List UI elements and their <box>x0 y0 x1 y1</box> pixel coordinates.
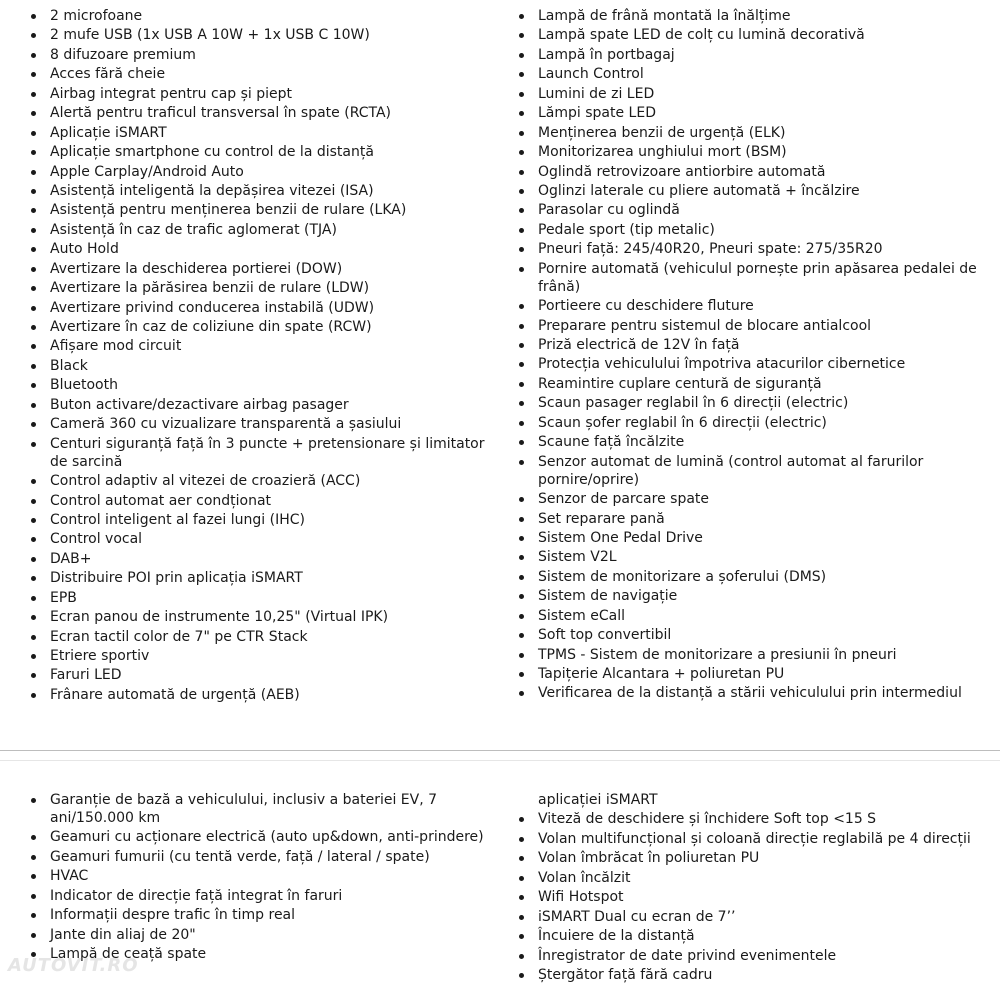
bullet-icon <box>519 460 524 465</box>
bullet-icon <box>31 325 36 330</box>
list-item <box>50 221 490 239</box>
feature-list-left <box>50 7 490 705</box>
list-item-label: Priză electrică de 12V în față <box>538 337 740 353</box>
list-item <box>538 414 978 432</box>
list-item-label: Control vocal <box>50 531 143 548</box>
list-item <box>538 869 978 887</box>
list-item-label: Sistem V2L <box>538 549 617 566</box>
list-item <box>50 589 490 607</box>
bullet-icon <box>519 555 524 560</box>
list-item-label: EPB <box>50 589 77 606</box>
list-item <box>50 926 490 944</box>
list-item-label: Asistență pentru menținerea benzii de rulare (LKA) <box>50 202 407 219</box>
bullet-icon <box>31 53 36 58</box>
list-item-label: Jante din aliaj de 20" <box>50 926 196 943</box>
list-item-label: Lămpi spate LED <box>538 105 656 122</box>
list-item-label: Sistem eCall <box>538 607 626 624</box>
list-item <box>50 85 490 103</box>
list-item <box>50 163 490 181</box>
list-item <box>50 791 490 827</box>
bullet-icon <box>519 856 524 861</box>
bullet-icon <box>31 422 36 427</box>
list-item-label: Avertizare la părăsirea benzii de rulare (LDW) <box>50 280 370 297</box>
list-item-label: Set reparare pană <box>538 510 665 527</box>
list-item-label: Asistență inteligentă la depășirea vitezei (ISA) <box>50 182 374 199</box>
list-item-label: 2 microfoane <box>50 8 143 24</box>
list-item-label: Lampă în portbagaj <box>538 46 675 63</box>
list-item <box>50 7 490 25</box>
bullet-icon <box>31 189 36 194</box>
list-item-label: Auto Hold <box>50 241 119 258</box>
list-item <box>50 318 490 336</box>
list-item <box>50 887 490 905</box>
list-item-label: Aplicație smartphone cu control de la distanță <box>50 144 374 161</box>
list-item <box>50 26 490 44</box>
list-item-label: Volan îmbrăcat în poliuretan PU <box>538 850 760 867</box>
bullet-icon <box>519 915 524 920</box>
bullet-icon <box>519 536 524 541</box>
bullet-icon <box>31 855 36 860</box>
list-item-label: Pedale sport (tip metalic) <box>538 221 715 238</box>
list-item-label: Portieere cu deschidere fluture <box>538 298 754 315</box>
bullet-icon <box>519 72 524 77</box>
bullet-icon <box>519 53 524 58</box>
list-item <box>538 201 978 219</box>
list-item <box>538 182 978 200</box>
list-item <box>538 908 978 926</box>
list-item <box>538 646 978 664</box>
list-item <box>538 143 978 161</box>
bullet-icon <box>31 479 36 484</box>
list-item <box>50 357 490 375</box>
bullet-icon <box>519 343 524 348</box>
list-item-label: Centuri siguranță față în 3 puncte + pretensionare și limitator de sarcină <box>50 435 485 470</box>
list-item-label: Senzor de parcare spate <box>538 491 710 508</box>
bullet-icon <box>519 633 524 638</box>
list-item-label: Distribuire POI prin aplicația iSMART <box>50 570 303 587</box>
bullet-icon <box>519 33 524 38</box>
list-item <box>538 510 978 528</box>
list-item-label: Buton activare/dezactivare airbag pasager <box>50 396 349 413</box>
list-item-label: Control inteligent al fazei lungi (IHC) <box>50 511 305 528</box>
list-item <box>50 376 490 394</box>
list-item-label: Cameră 360 cu vizualizare transparentă a șasiului <box>50 416 402 433</box>
list-item-label: iSMART Dual cu ecran de 7’’ <box>538 908 736 925</box>
bullet-icon <box>519 92 524 97</box>
list-item <box>538 46 978 64</box>
bullet-icon <box>31 798 36 803</box>
bullet-icon <box>31 247 36 252</box>
bullet-icon <box>31 364 36 369</box>
bullet-icon <box>519 208 524 213</box>
list-item-label: Scaun pasager reglabil în 6 direcții (electric) <box>538 395 849 412</box>
list-item <box>50 435 490 471</box>
list-item <box>50 608 490 626</box>
list-item-label: Menținerea benzii de urgență (ELK) <box>538 124 786 141</box>
list-item-label: Informații despre trafic în timp real <box>50 907 296 924</box>
list-item-label: Volan încălzit <box>538 869 631 886</box>
bullet-icon <box>31 874 36 879</box>
list-item-label: Control automat aer condționat <box>50 492 272 509</box>
list-item <box>538 317 978 335</box>
bullet-icon <box>31 635 36 640</box>
bullet-icon <box>519 575 524 580</box>
list-item <box>538 453 978 489</box>
list-item <box>50 279 490 297</box>
list-item <box>538 626 978 644</box>
list-item <box>50 530 490 548</box>
list-item <box>50 182 490 200</box>
bullet-icon <box>519 247 524 252</box>
list-item <box>50 647 490 665</box>
list-item <box>50 569 490 587</box>
bullet-icon <box>31 208 36 213</box>
bullet-icon <box>519 594 524 599</box>
list-item <box>50 472 490 490</box>
list-item-label: Viteză de deschidere și închidere Soft top <15 S <box>538 811 877 828</box>
features-panel-bottom <box>0 761 1000 989</box>
list-item-label: Sistem de navigație <box>538 588 678 605</box>
list-item <box>538 104 978 122</box>
bullet-icon <box>519 614 524 619</box>
list-item-label: Black <box>50 357 88 374</box>
list-item-label: Încuiere de la distanță <box>538 928 695 945</box>
feature-list-left <box>50 791 490 965</box>
bullet-icon <box>519 228 524 233</box>
list-item-label: Launch Control <box>538 66 644 83</box>
bullet-icon <box>31 306 36 311</box>
list-item <box>538 297 978 315</box>
list-item <box>50 337 490 355</box>
bullet-icon <box>31 383 36 388</box>
list-item-label: Înregistrator de date privind evenimentele <box>538 947 837 964</box>
bullet-icon <box>519 189 524 194</box>
list-item-label: Lampă de ceață spate <box>50 946 207 963</box>
bullet-icon <box>519 14 524 19</box>
list-item <box>538 529 978 547</box>
bullet-icon <box>31 913 36 918</box>
bullet-icon <box>519 362 524 367</box>
bullet-icon <box>519 954 524 959</box>
bullet-icon <box>519 131 524 136</box>
list-item-label: Sistem de monitorizare a șoferului (DMS) <box>538 568 827 585</box>
bullet-icon <box>31 576 36 581</box>
list-item <box>50 260 490 278</box>
list-item-label: Avertizare în caz de coliziune din spate (RCW) <box>50 319 372 335</box>
list-item <box>50 511 490 529</box>
list-item-label: Scaun șofer reglabil în 6 direcții (electric) <box>538 414 827 431</box>
list-item <box>538 336 978 354</box>
list-item-label: DAB+ <box>50 550 92 567</box>
list-item <box>50 201 490 219</box>
bullet-icon <box>519 895 524 900</box>
bullet-icon <box>31 615 36 620</box>
list-item <box>538 375 978 393</box>
list-item-label: Lumini de zi LED <box>538 85 655 102</box>
list-item <box>50 906 490 924</box>
bullet-icon <box>31 518 36 523</box>
list-item-label: Geamuri cu acționare electrică (auto up&down, anti-prindere) <box>50 829 484 846</box>
bullet-icon <box>519 973 524 978</box>
bullet-icon <box>519 691 524 696</box>
list-item-label: Volan multifuncțional și coloană direcție reglabilă pe 4 direcții <box>538 830 971 847</box>
bullet-icon <box>519 876 524 881</box>
bullet-icon <box>519 170 524 175</box>
list-item <box>538 548 978 566</box>
list-item <box>538 26 978 44</box>
list-item <box>50 628 490 646</box>
list-item-label: Pneuri față: 245/40R20, Pneuri spate: 275/35R20 <box>538 241 883 258</box>
feature-list-right <box>538 791 978 985</box>
list-item-label: Airbag integrat pentru cap și piept <box>50 85 293 102</box>
list-item-label: Reamintire cuplare centură de siguranță <box>538 375 822 392</box>
bullet-icon <box>31 933 36 938</box>
list-item <box>538 221 978 239</box>
bullet-icon <box>31 33 36 38</box>
bullet-icon <box>31 499 36 504</box>
list-item-label: Lampă de frână montată la înălțime <box>538 8 791 24</box>
list-item-label: Faruri LED <box>50 667 122 684</box>
bullet-icon <box>31 72 36 77</box>
bullet-icon <box>31 150 36 155</box>
bullet-icon <box>519 267 524 272</box>
list-item <box>538 394 978 412</box>
list-item-label: Garanție de bază a vehiculului, inclusiv a bateriei EV, 7 ani/150.000 km <box>50 792 438 826</box>
list-item-label: Lampă spate LED de colț cu lumină decorativă <box>538 27 865 44</box>
list-item <box>50 828 490 846</box>
list-item-label: Preparare pentru sistemul de blocare antialcool <box>538 317 872 334</box>
bullet-icon <box>31 131 36 136</box>
bullet-icon <box>31 92 36 97</box>
list-item-label: Apple Carplay/Android Auto <box>50 163 244 180</box>
bullet-icon <box>519 672 524 677</box>
bullet-icon <box>519 150 524 155</box>
list-item <box>538 927 978 945</box>
bullet-icon <box>31 403 36 408</box>
bullet-icon <box>519 324 524 329</box>
bullet-icon <box>31 228 36 233</box>
list-item-label: TPMS - Sistem de monitorizare a presiunii în pneuri <box>538 646 897 663</box>
list-item <box>50 104 490 122</box>
list-item <box>50 396 490 414</box>
list-item-label: 2 mufe USB (1x USB A 10W + 1x USB C 10W) <box>50 27 370 44</box>
bullet-icon <box>31 894 36 899</box>
bullet-icon <box>31 442 36 447</box>
list-item-label: 8 difuzoare premium <box>50 46 196 63</box>
list-item <box>50 415 490 433</box>
bullet-icon <box>519 517 524 522</box>
list-item <box>538 355 978 373</box>
list-item-label: Etriere sportiv <box>50 648 150 664</box>
list-item-label: Bluetooth <box>50 377 118 394</box>
list-item-label: Protecția vehiculului împotriva atacurilor cibernetice <box>538 356 906 373</box>
bullet-icon <box>31 111 36 116</box>
list-item-label: Avertizare privind conducerea instabilă (UDW) <box>50 299 375 316</box>
list-item-label: Wifi Hotspot <box>538 889 624 906</box>
bullet-icon <box>519 653 524 658</box>
section-divider <box>0 750 1000 761</box>
list-item <box>538 124 978 142</box>
list-item <box>538 607 978 625</box>
bullet-icon <box>519 304 524 309</box>
bullet-icon <box>31 596 36 601</box>
list-item-label: Ecran panou de instrumente 10,25" (Virtual IPK) <box>50 609 389 626</box>
list-item <box>538 665 978 683</box>
bullet-icon <box>519 111 524 116</box>
list-item <box>50 848 490 866</box>
list-item <box>50 124 490 142</box>
list-item-label: Alertă pentru traficul transversal în spate (RCTA) <box>50 105 392 122</box>
list-item <box>538 433 978 451</box>
bullet-icon <box>31 693 36 698</box>
bullet-icon <box>519 837 524 842</box>
list-item-label: Ecran tactil color de 7" pe CTR Stack <box>50 628 308 645</box>
bullet-icon <box>31 267 36 272</box>
list-item-label: Control adaptiv al vitezei de croazieră (ACC) <box>50 473 361 490</box>
list-item <box>50 46 490 64</box>
list-item <box>50 240 490 258</box>
list-item-label: Pornire automată (vehiculul pornește prin apăsarea pedalei de frână) <box>538 260 977 295</box>
list-item-label: Asistență în caz de trafic aglomerat (TJA) <box>50 221 337 238</box>
list-item <box>50 492 490 510</box>
bullet-icon <box>31 344 36 349</box>
list-item <box>538 587 978 605</box>
bullet-icon <box>519 440 524 445</box>
bullet-icon <box>519 382 524 387</box>
list-item <box>50 550 490 568</box>
bullet-icon <box>31 557 36 562</box>
list-item <box>538 849 978 867</box>
list-item <box>50 867 490 885</box>
feature-list-right <box>538 7 978 704</box>
bullet-icon <box>519 934 524 939</box>
list-item-label: HVAC <box>50 868 89 885</box>
list-item <box>50 666 490 684</box>
list-item <box>538 947 978 965</box>
watermark-logo: AUTOVIT.RO <box>8 955 139 976</box>
list-item <box>538 85 978 103</box>
bullet-icon <box>519 401 524 406</box>
bullet-icon <box>519 497 524 502</box>
list-item <box>538 966 978 984</box>
list-item-label: aplicației iSMART <box>538 792 658 808</box>
bullet-icon <box>31 170 36 175</box>
list-item <box>538 830 978 848</box>
list-item <box>50 65 490 83</box>
list-item-label: Sistem One Pedal Drive <box>538 529 703 546</box>
list-item-continuation <box>538 791 978 809</box>
bullet-icon <box>31 14 36 19</box>
list-item <box>538 240 978 258</box>
list-item <box>50 143 490 161</box>
list-item <box>538 163 978 181</box>
list-item <box>50 686 490 704</box>
list-item-label: Aplicație iSMART <box>50 124 167 141</box>
list-item-label: Oglindă retrovizoare antiorbire automată <box>538 163 826 180</box>
list-item-label: Scaune față încălzite <box>538 434 685 451</box>
list-item-label: Frânare automată de urgență (AEB) <box>50 686 300 703</box>
bullet-icon <box>31 537 36 542</box>
list-item-label: Parasolar cu oglindă <box>538 202 680 219</box>
list-item-label: Verificarea de la distanță a stării vehiculului prin intermediul <box>538 685 962 702</box>
list-item-label: Monitorizarea unghiului mort (BSM) <box>538 144 787 161</box>
list-item-label: Geamuri fumurii (cu tentă verde, față / lateral / spate) <box>50 848 430 865</box>
list-item-label: Oglinzi laterale cu pliere automată + încălzire <box>538 182 860 199</box>
list-item-label: Avertizare la deschiderea portierei (DOW) <box>50 260 343 277</box>
bullet-icon <box>519 817 524 822</box>
bullet-icon <box>31 654 36 659</box>
list-item <box>538 568 978 586</box>
list-item <box>538 490 978 508</box>
list-item <box>538 260 978 296</box>
list-item-label: Acces fără cheie <box>50 66 166 83</box>
list-item <box>538 684 978 702</box>
list-item-label: Soft top convertibil <box>538 627 672 644</box>
list-item <box>538 7 978 25</box>
list-item-label: Senzor automat de lumină (control automat al farurilor pornire/oprire) <box>538 453 924 488</box>
list-item <box>538 65 978 83</box>
list-item <box>538 810 978 828</box>
bullet-icon <box>31 673 36 678</box>
list-item-label: Tapițerie Alcantara + poliuretan PU <box>538 666 785 682</box>
list-item <box>538 888 978 906</box>
bullet-icon <box>31 286 36 291</box>
list-item-label: Indicator de direcție față integrat în faruri <box>50 887 343 904</box>
list-item-label: Ștergător față fără cadru <box>538 966 713 983</box>
list-item <box>50 299 490 317</box>
bullet-icon <box>519 421 524 426</box>
bullet-icon <box>31 835 36 840</box>
list-item-label: Afișare mod circuit <box>50 338 182 355</box>
